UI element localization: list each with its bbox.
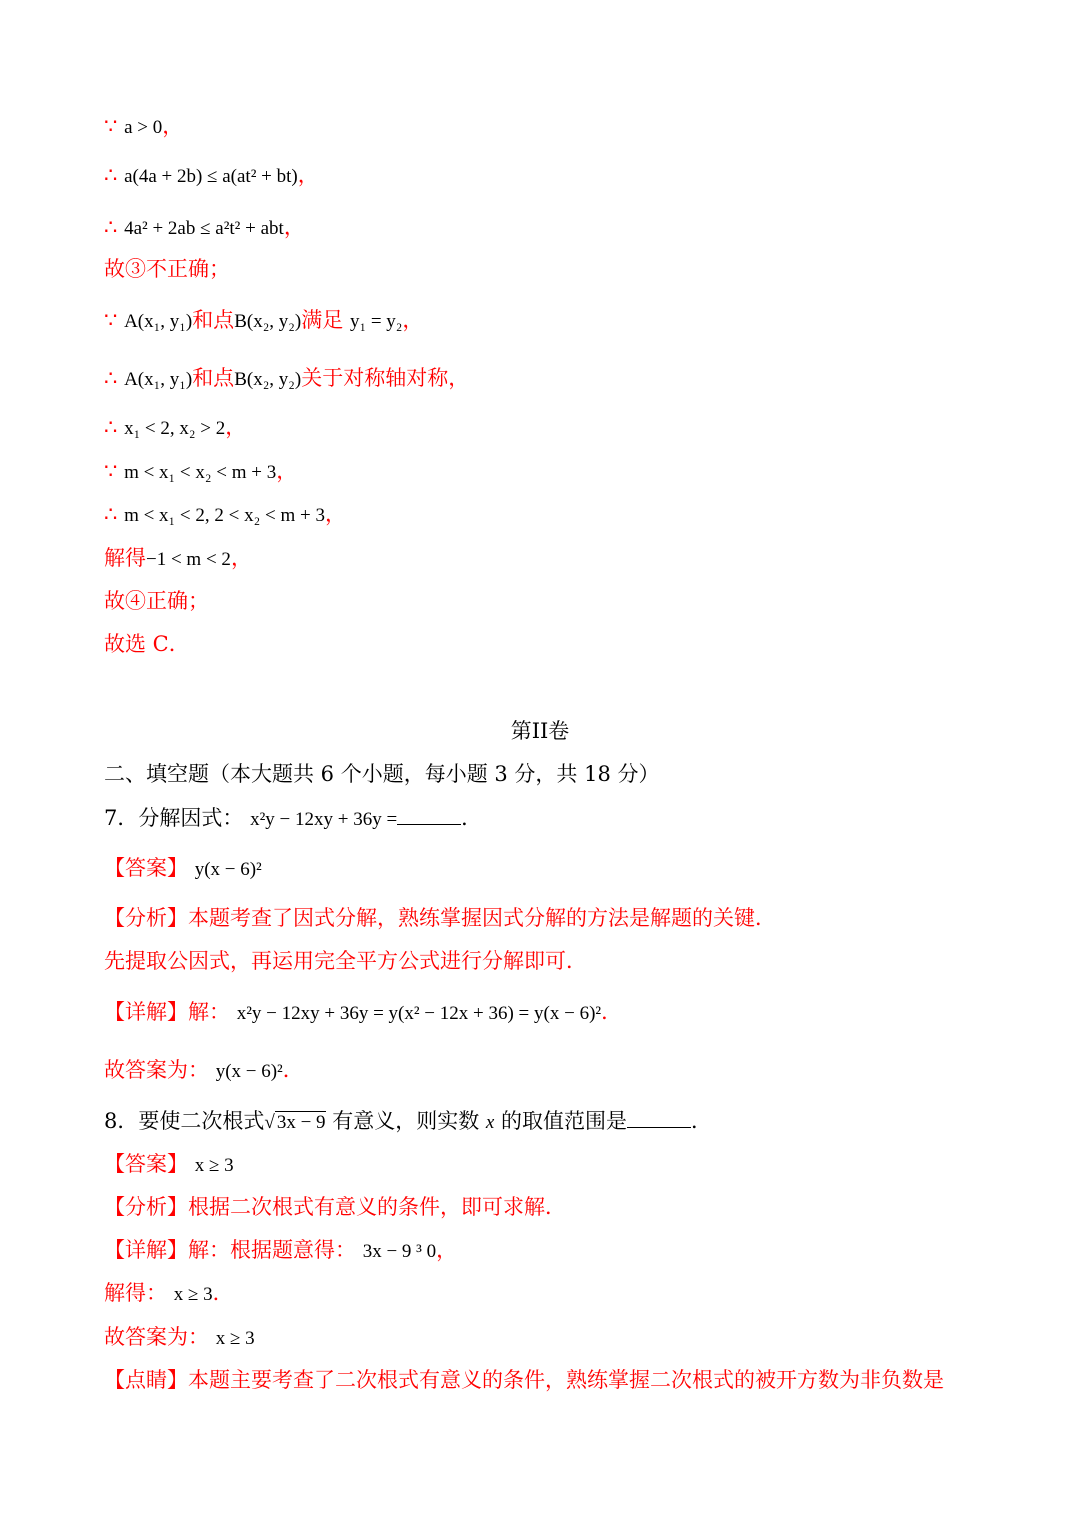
math-expr: x ≥ 3 <box>173 1284 213 1305</box>
math-expr: y(x − 6)² <box>215 1061 283 1082</box>
text: 解得 <box>104 546 146 570</box>
variable-x: x <box>485 1112 495 1133</box>
q7-detail <box>104 997 1020 1027</box>
q8-final <box>104 1322 1020 1352</box>
analysis-text: 本题考查了因式分解，熟练掌握因式分解的方法是解题的关键． <box>188 906 776 930</box>
punct: ， <box>283 215 305 239</box>
math-expr: −1 < m < 2 <box>146 549 231 570</box>
q7-final <box>104 1055 1020 1085</box>
punct: ． <box>601 1000 623 1024</box>
question-text: 有意义，则实数 <box>332 1109 480 1133</box>
answer-blank <box>627 1109 691 1128</box>
q8-comment <box>104 1365 1020 1395</box>
punct: ， <box>225 415 247 439</box>
math-expr: x ≥ 3 <box>194 1155 234 1176</box>
punct: ， <box>276 459 298 483</box>
step-line-1 <box>104 111 1020 141</box>
detail-text: 解：根据题意得： <box>188 1238 356 1262</box>
math-expr: a(4a + 2b) ≤ a(at² + bt) <box>124 166 298 187</box>
punct: ， <box>162 114 184 138</box>
answer-tag: 【答案】 <box>104 856 188 880</box>
question-8 <box>104 1106 1020 1136</box>
punct: ， <box>324 502 346 526</box>
punct: ， <box>297 163 319 187</box>
punct: ， <box>230 546 252 570</box>
step-line-10 <box>104 543 1020 573</box>
therefore-symbol: ∴ <box>104 502 118 526</box>
solve-text: 解得： <box>104 1281 167 1305</box>
math-expr: 3x − 9 ³ 0 <box>362 1241 437 1262</box>
because-symbol: ∵ <box>104 459 118 483</box>
section-title: 第II卷 <box>510 719 570 743</box>
because-symbol: ∵ <box>104 308 118 332</box>
math-expr: x²y − 12xy + 36y = y(x² − 12x + 36) = y(x − 6)² <box>236 1003 602 1024</box>
math-expr: m < x₁ < x₂ < m + 3 <box>124 462 277 483</box>
math-expr: m < x₁ < 2, 2 < x₂ < m + 3 <box>124 505 325 526</box>
radicand: 3x − 9 <box>276 1112 326 1133</box>
therefore-symbol: ∴ <box>104 215 118 239</box>
math-expr: 4a² + 2ab ≤ a²t² + abt <box>124 218 284 239</box>
step-line-9 <box>104 499 1020 529</box>
detail-tag: 【详解】 <box>104 1238 188 1262</box>
radical-sign: √ <box>264 1112 275 1133</box>
math-expr: x²y − 12xy + 36y = <box>250 809 398 830</box>
question-label: 8．要使二次根式 <box>104 1109 265 1133</box>
punct: ． <box>212 1281 234 1305</box>
text: 和点 <box>192 366 235 390</box>
math-expr: a > 0 <box>124 117 163 138</box>
variable <box>486 1112 494 1133</box>
math-expr: x₁ < 2, x₂ > 2 <box>124 418 226 439</box>
final-choice: 故选 C． <box>104 632 190 656</box>
step-line-6 <box>104 363 1020 393</box>
math-expr: B(x₂, y₂) <box>234 311 302 332</box>
punct: ． <box>282 1058 304 1082</box>
step-line-3 <box>104 212 1020 242</box>
math-expr: y(x − 6)² <box>194 859 262 880</box>
text: 满足 <box>301 308 344 332</box>
q8-detail <box>104 1235 1020 1265</box>
therefore-symbol: ∴ <box>104 415 118 439</box>
analysis-text: 根据二次根式有意义的条件，即可求解． <box>188 1195 566 1219</box>
math-expr: x ≥ 3 <box>215 1328 255 1349</box>
step-line-5 <box>104 305 1020 335</box>
step-line-8 <box>104 456 1020 486</box>
section-header: 二、填空题（本大题共 6 个小题，每小题 3 分，共 18 分） <box>104 762 660 786</box>
q7-analysis-2: 先提取公因式，再运用完全平方公式进行分解即可． <box>104 949 587 973</box>
q7-analysis <box>104 903 1020 933</box>
q7-answer <box>104 853 1020 883</box>
text: 关于对称轴对称， <box>301 366 470 390</box>
q8-solve <box>104 1278 1020 1308</box>
question-label: 7．分解因式： <box>104 806 244 830</box>
detail-tag: 【详解】 <box>104 1000 188 1024</box>
q8-answer <box>104 1149 1020 1179</box>
final-text: 故答案为： <box>104 1325 209 1349</box>
question-text: 的取值范围是 <box>501 1109 628 1133</box>
therefore-symbol: ∴ <box>104 163 118 187</box>
math-expr: y₁ = y₂ <box>349 311 403 332</box>
punct: ， <box>402 308 424 332</box>
answer-blank <box>397 806 461 825</box>
step-line-2 <box>104 160 1020 190</box>
math-expr: A(x₁, y₁) <box>124 311 193 332</box>
punct: ， <box>436 1238 458 1262</box>
math-expr: B(x₂, y₂) <box>234 369 302 390</box>
q8-analysis <box>104 1192 1020 1222</box>
because-symbol: ∵ <box>104 114 118 138</box>
math-expr: A(x₁, y₁) <box>124 369 193 390</box>
final-text: 故答案为： <box>104 1058 209 1082</box>
text: 和点 <box>192 308 235 332</box>
punct: ． <box>461 806 483 830</box>
step-line-7 <box>104 412 1020 442</box>
analysis-tag: 【分析】 <box>104 906 188 930</box>
comment-text: 本题主要考查了二次根式有意义的条件，熟练掌握二次根式的被开方数为非负数是 <box>188 1368 944 1392</box>
answer-tag: 【答案】 <box>104 1152 188 1176</box>
conclusion-4: 故④正确； <box>104 589 209 613</box>
comment-tag: 【点睛】 <box>104 1368 188 1392</box>
conclusion-3: 故③不正确； <box>104 257 230 281</box>
punct: ． <box>691 1109 713 1133</box>
detail-prefix: 解： <box>188 1000 230 1024</box>
therefore-symbol: ∴ <box>104 366 118 390</box>
question-7 <box>104 803 1020 833</box>
analysis-tag: 【分析】 <box>104 1195 188 1219</box>
